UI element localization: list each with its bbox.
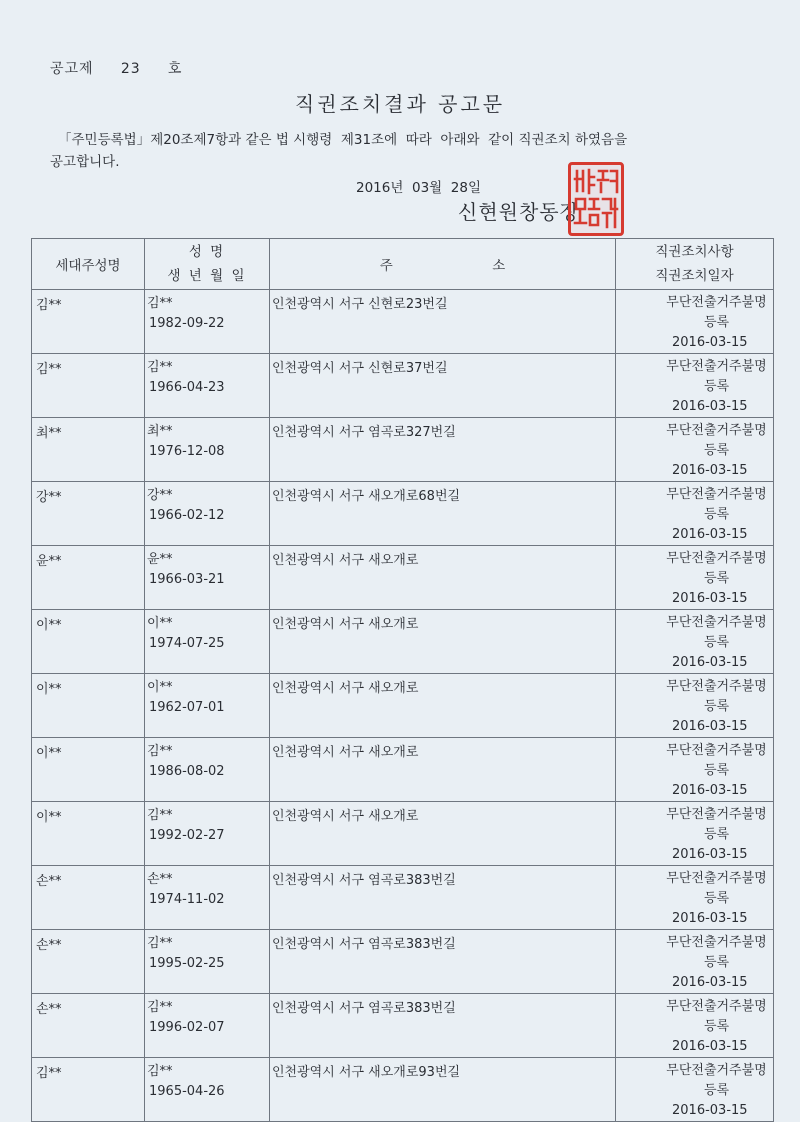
cell-name-birth: [145, 610, 270, 674]
table-row: [32, 290, 774, 354]
cell-householder: 김**: [32, 354, 145, 418]
cell-address: 인천광역시 서구 새오개로: [270, 610, 616, 674]
cell-householder: 최**: [32, 418, 145, 482]
table-row: [32, 354, 774, 418]
cell-address: 인천광역시 서구 새오개로: [270, 802, 616, 866]
cell-action-item: 무단전출거주불명등록: [666, 295, 767, 330]
cell-address: 인천광역시 서구 새오개로: [270, 738, 616, 802]
header-address: [270, 239, 616, 290]
cell-birth: 1996-02-07: [149, 1020, 225, 1035]
table-row: [32, 482, 774, 546]
cell-birth: 1974-07-25: [149, 636, 225, 651]
cell-action-item: 무단전출거주불명등록: [666, 359, 767, 394]
notice-body-line-1: 「주민등록법」제20조제7항과 같은 법 시행령 제31조에 따라 아래와 같이 직권조치 하였음을: [58, 132, 628, 148]
cell-action-date: 2016-03-15: [672, 847, 748, 862]
notice-body-line-2: 공고합니다.: [50, 154, 120, 170]
cell-address: 인천광역시 서구 새오개로68번길: [270, 482, 616, 546]
cell-action-date: 2016-03-15: [672, 527, 748, 542]
table-header-row: [32, 239, 774, 290]
table-row: [32, 738, 774, 802]
header-address-left: 주: [379, 258, 393, 274]
header-address-right: 소: [492, 258, 506, 274]
table-row: [32, 1058, 774, 1122]
cell-action: [616, 802, 774, 866]
cell-birth: 1982-09-22: [149, 316, 225, 331]
cell-action-item: 무단전출거주불명등록: [666, 999, 767, 1034]
cell-householder: 손**: [32, 930, 145, 994]
cell-name-birth: [145, 1058, 270, 1122]
cell-action: [616, 1058, 774, 1122]
cell-householder: 이**: [32, 610, 145, 674]
cell-birth: 1974-11-02: [149, 892, 225, 907]
table-row: [32, 418, 774, 482]
cell-action: [616, 482, 774, 546]
cell-name: 김**: [147, 936, 173, 951]
notice-number: 공고제 23 호: [50, 61, 183, 77]
cell-action-date: 2016-03-15: [672, 719, 748, 734]
cell-action: [616, 930, 774, 994]
cell-action: [616, 290, 774, 354]
cell-action-date: 2016-03-15: [672, 399, 748, 414]
cell-name-birth: [145, 354, 270, 418]
cell-name: 최**: [147, 424, 173, 439]
page-title: 직권조치결과 공고문: [294, 92, 506, 116]
cell-householder: 윤**: [32, 546, 145, 610]
table-row: [32, 802, 774, 866]
cell-birth: 1966-03-21: [149, 572, 225, 587]
cell-action: [616, 610, 774, 674]
cell-action: [616, 354, 774, 418]
table-row: [32, 930, 774, 994]
cell-name-birth: [145, 994, 270, 1058]
header-householder: 세대주성명: [32, 239, 145, 290]
cell-name-birth: [145, 418, 270, 482]
cell-birth: 1992-02-27: [149, 828, 225, 843]
cell-name: 김**: [147, 1064, 173, 1079]
cell-address: 인천광역시 서구 염곡로327번길: [270, 418, 616, 482]
cell-name-birth: [145, 290, 270, 354]
cell-action-item: 무단전출거주불명등록: [666, 743, 767, 778]
cell-name-birth: [145, 866, 270, 930]
seal-glyph-icon: [571, 165, 621, 233]
cell-address: 인천광역시 서구 염곡로383번길: [270, 866, 616, 930]
table-row: [32, 610, 774, 674]
cell-action: [616, 418, 774, 482]
cell-action-date: 2016-03-15: [672, 911, 748, 926]
signer-name: 신현원창동장: [458, 200, 580, 224]
cell-action: [616, 866, 774, 930]
official-seal-stamp: [568, 162, 624, 236]
cell-householder: 이**: [32, 738, 145, 802]
cell-address: 인천광역시 서구 신현로23번길: [270, 290, 616, 354]
cell-action-date: 2016-03-15: [672, 1103, 748, 1118]
records-table: [31, 238, 774, 1122]
cell-action-item: 무단전출거주불명등록: [666, 551, 767, 586]
cell-name-birth: [145, 674, 270, 738]
cell-address: 인천광역시 서구 새오개로: [270, 674, 616, 738]
cell-address: 인천광역시 서구 신현로37번길: [270, 354, 616, 418]
cell-name: 이**: [147, 616, 173, 631]
cell-action-item: 무단전출거주불명등록: [666, 615, 767, 650]
cell-action-date: 2016-03-15: [672, 783, 748, 798]
cell-householder: 이**: [32, 802, 145, 866]
cell-name-birth: [145, 482, 270, 546]
cell-householder: 강**: [32, 482, 145, 546]
header-action-item: 직권조치사항: [655, 244, 734, 260]
header-action-date: 직권조치일자: [655, 268, 734, 284]
cell-action-date: 2016-03-15: [672, 591, 748, 606]
cell-birth: 1966-02-12: [149, 508, 225, 523]
cell-action-date: 2016-03-15: [672, 1039, 748, 1054]
cell-action-item: 무단전출거주불명등록: [666, 871, 767, 906]
cell-birth: 1976-12-08: [149, 444, 225, 459]
cell-action-item: 무단전출거주불명등록: [666, 1063, 767, 1098]
cell-householder: 이**: [32, 674, 145, 738]
cell-action-item: 무단전출거주불명등록: [666, 935, 767, 970]
notice-date: 2016년 03월 28일: [356, 180, 482, 196]
header-name-birth: [145, 239, 270, 290]
cell-name-birth: [145, 546, 270, 610]
cell-address: 인천광역시 서구 염곡로383번길: [270, 994, 616, 1058]
cell-name: 손**: [147, 872, 173, 887]
header-action: [616, 239, 774, 290]
cell-name-birth: [145, 930, 270, 994]
header-birth: 생 년 월 일: [167, 268, 247, 284]
cell-birth: 1962-07-01: [149, 700, 225, 715]
cell-name: 김**: [147, 360, 173, 375]
cell-action: [616, 994, 774, 1058]
cell-birth: 1966-04-23: [149, 380, 225, 395]
table-row: [32, 866, 774, 930]
cell-name: 김**: [147, 744, 173, 759]
header-name: 성 명: [188, 244, 226, 260]
table-row: [32, 674, 774, 738]
cell-householder: 김**: [32, 1058, 145, 1122]
cell-name: 윤**: [147, 552, 173, 567]
cell-action-item: 무단전출거주불명등록: [666, 423, 767, 458]
cell-name-birth: [145, 738, 270, 802]
cell-action-date: 2016-03-15: [672, 975, 748, 990]
cell-name: 김**: [147, 808, 173, 823]
cell-name: 강**: [147, 488, 173, 503]
cell-birth: 1986-08-02: [149, 764, 225, 779]
cell-action-item: 무단전출거주불명등록: [666, 679, 767, 714]
cell-birth: 1965-04-26: [149, 1084, 225, 1099]
cell-address: 인천광역시 서구 새오개로93번길: [270, 1058, 616, 1122]
cell-action-date: 2016-03-15: [672, 335, 748, 350]
cell-name: 이**: [147, 680, 173, 695]
cell-action: [616, 546, 774, 610]
cell-action-item: 무단전출거주불명등록: [666, 487, 767, 522]
cell-action: [616, 738, 774, 802]
cell-householder: 김**: [32, 290, 145, 354]
cell-householder: 손**: [32, 866, 145, 930]
cell-action: [616, 674, 774, 738]
table-row: [32, 994, 774, 1058]
cell-birth: 1995-02-25: [149, 956, 225, 971]
cell-address: 인천광역시 서구 새오개로: [270, 546, 616, 610]
cell-name: 김**: [147, 296, 173, 311]
cell-householder: 손**: [32, 994, 145, 1058]
cell-name: 김**: [147, 1000, 173, 1015]
cell-action-date: 2016-03-15: [672, 463, 748, 478]
cell-action-item: 무단전출거주불명등록: [666, 807, 767, 842]
cell-address: 인천광역시 서구 염곡로383번길: [270, 930, 616, 994]
table-row: [32, 546, 774, 610]
cell-name-birth: [145, 802, 270, 866]
cell-action-date: 2016-03-15: [672, 655, 748, 670]
